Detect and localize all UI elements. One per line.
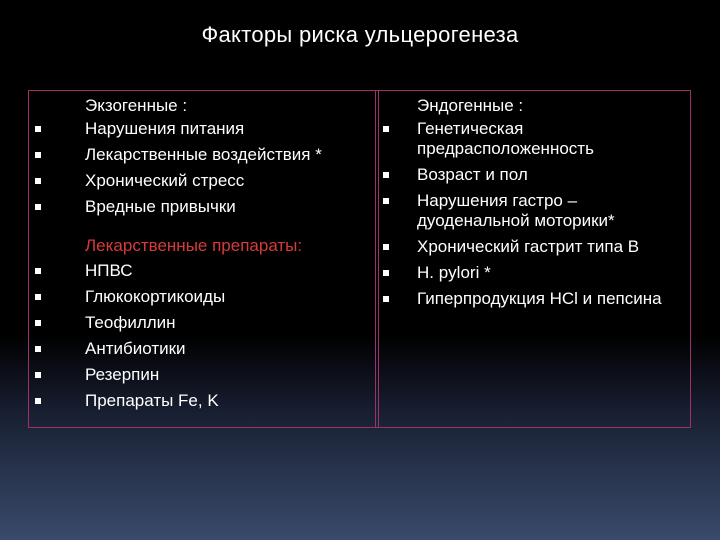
exogenous-header: Экзогенные : <box>85 96 188 115</box>
bullet-icon <box>35 294 41 300</box>
bullet-icon <box>383 244 389 250</box>
bullet-icon <box>383 172 389 178</box>
bullet-icon <box>35 320 41 326</box>
endogenous-header: Эндогенные : <box>417 96 524 115</box>
risk-factors-table <box>28 90 691 428</box>
bullet-icon <box>35 372 41 378</box>
list-item: Хронический стресс <box>85 171 244 191</box>
bullet-icon <box>383 198 389 204</box>
bullet-icon <box>35 268 41 274</box>
list-item: Теофиллин <box>85 313 176 333</box>
list-item: Гиперпродукция HCl и пепсина <box>417 289 682 309</box>
column-divider <box>375 91 379 427</box>
list-item: Резерпин <box>85 365 159 385</box>
drugs-header: Лекарственные препараты: <box>85 236 303 255</box>
bullet-icon <box>35 178 41 184</box>
bullet-icon <box>383 126 389 132</box>
list-item: Генетическая предрасположенность <box>417 119 682 159</box>
bullet-icon <box>35 204 41 210</box>
list-item: Возраст и пол <box>417 165 682 185</box>
list-item: Вредные привычки <box>85 197 236 217</box>
bullet-icon <box>35 346 41 352</box>
bullet-icon <box>35 398 41 404</box>
slide-title: Факторы риска ульцерогенеза <box>201 22 519 47</box>
list-item: Нарушения питания <box>85 119 244 139</box>
list-item: Препараты Fe, K <box>85 391 219 411</box>
list-item: Хронический гастрит типа В <box>417 237 682 257</box>
bullet-icon <box>383 270 389 276</box>
bullet-icon <box>383 296 389 302</box>
list-item: H. pylori * <box>417 263 682 283</box>
bullet-icon <box>35 126 41 132</box>
list-item: НПВС <box>85 261 133 281</box>
list-item: Нарушения гастро – дуоденальной моторики* <box>417 191 682 231</box>
bullet-icon <box>35 152 41 158</box>
list-item: Антибиотики <box>85 339 186 359</box>
list-item: Лекарственные воздействия * <box>85 145 322 165</box>
list-item: Глюкокортикоиды <box>85 287 225 307</box>
